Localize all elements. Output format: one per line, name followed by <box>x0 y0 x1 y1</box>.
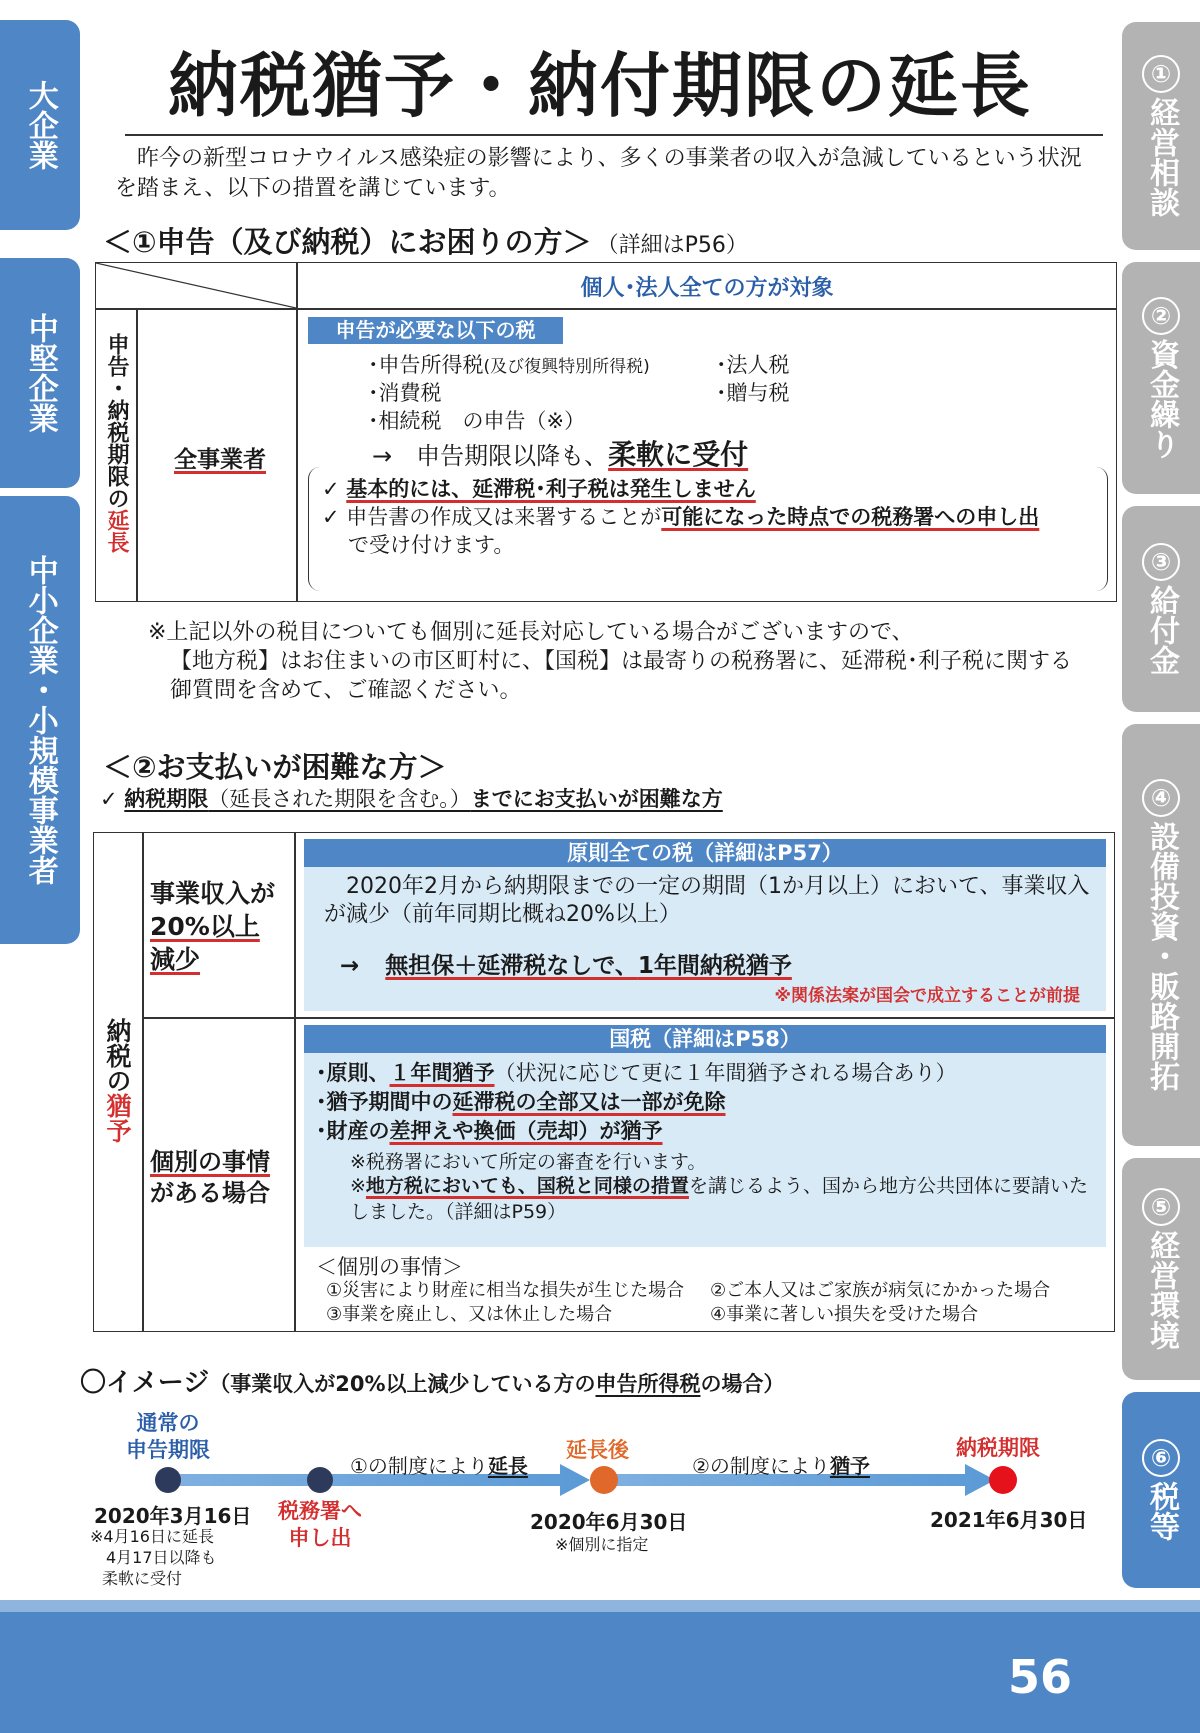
row2-item-lead: ･財産の <box>316 1119 390 1143</box>
row2-note2-mark: ※ <box>350 1175 366 1197</box>
section1-heading-row <box>103 220 748 261</box>
right-tab-label: 資金繰り <box>1144 339 1179 459</box>
row-label-extension <box>100 333 132 553</box>
arrow-text: → 申告期限以降も、 <box>372 442 609 470</box>
row2-item-emph: １年間猶予 <box>389 1061 495 1085</box>
row2-item-tail: （状況に応じて更に１年間猶予される場合あり） <box>494 1061 957 1085</box>
right-tab-investment[interactable] <box>1122 724 1200 1146</box>
row1-label-line: 事業収入が <box>150 879 276 908</box>
section2-heading: ＜②お支払いが困難な方＞ <box>103 750 447 784</box>
table-divider <box>294 833 296 1331</box>
footnote-line: 【地方税】はお住まいの市区町村に、【国税】は最寄りの税務署に、延滞税･利子税に関する <box>170 649 1073 674</box>
table-divider <box>136 308 138 601</box>
row1-note: ※関係法案が国会で成立することが前提 <box>774 986 1080 1006</box>
header-diagonal <box>96 263 296 308</box>
label-normal <box>100 1410 236 1464</box>
row2-item-lead: ･猶予期間中の <box>316 1090 453 1114</box>
label-normal-line: 申告期限 <box>126 1438 210 1462</box>
right-tab-num: ③ <box>1142 543 1180 581</box>
check-text: 納税期限 <box>124 787 209 811</box>
tax-item-label: ･申告所得税 <box>368 353 484 377</box>
footnote-line: 御質問を含めて、ご確認ください。 <box>170 678 522 703</box>
taxes-bar: 申告が必要な以下の税 <box>308 317 563 344</box>
label-after: 延長後 <box>566 1438 629 1462</box>
right-tab-label: 経営環境 <box>1144 1230 1179 1350</box>
right-tab-label: 経営相談 <box>1144 97 1179 217</box>
target-label: 全事業者 <box>174 447 266 473</box>
table-divider <box>96 308 1116 310</box>
row1-label-line: 減少 <box>150 945 201 974</box>
check-emph: 可能になった時点での税務署への申し出 <box>661 505 1040 529</box>
tax-office-label <box>270 1498 370 1552</box>
cases-heading: ＜個別の事情＞ <box>316 1255 463 1279</box>
table-divider <box>296 263 298 601</box>
segment-text: ①の制度により <box>350 1454 488 1478</box>
tax-office-line: 税務署へ <box>278 1499 362 1523</box>
row1-text: 2020年2月から納期限までの一定の期間（1か月以上）において、事業収入が減少（前年同期比概ね20%以上） <box>324 874 1090 927</box>
title-underline <box>125 134 1103 136</box>
row2-item-emph: 差押えや換価（売却）が猶予 <box>389 1119 663 1143</box>
arrow-icon: → <box>340 953 360 979</box>
check-icon: ✓ <box>100 787 125 811</box>
footnote-line: ※上記以外の税目についても個別に延長対応している場合がございますので、 <box>148 620 914 645</box>
case-item: ③事業を廃止し、又は休止した場合 <box>326 1304 613 1325</box>
left-tab-large[interactable]: 大企業 <box>0 20 80 230</box>
page-number: 56 <box>1007 1650 1072 1704</box>
row-label-grace <box>100 1018 134 1143</box>
date1-note: 4月17日以降も <box>106 1548 217 1567</box>
timeline-dot-deadline <box>989 1466 1017 1494</box>
row1-emph-line <box>340 947 792 980</box>
check-continuation: で受け付けます。 <box>348 533 515 557</box>
right-tab-label: 給付金 <box>1144 585 1179 675</box>
row2-item <box>316 1117 957 1146</box>
date-1: 2020年3月16日 <box>94 1504 252 1528</box>
row2-bar: 国税（詳細はP58） <box>304 1025 1106 1053</box>
row-label-text: 納税の <box>103 1018 132 1093</box>
footnote <box>148 618 1072 705</box>
right-tab-num: ⑥ <box>1142 1439 1180 1477</box>
row2-note1: ※税務署において所定の審査を行います。 <box>350 1151 707 1173</box>
row2-label-line: 個別の事情 <box>150 1148 270 1176</box>
row1-label <box>150 877 275 976</box>
left-tab-sme[interactable]: 中小企業・小規模事業者 <box>0 496 80 944</box>
check-icon: ✓ <box>322 477 347 501</box>
left-tab-midsize[interactable]: 中堅企業 <box>0 258 80 488</box>
right-tab-funding[interactable] <box>1122 262 1200 494</box>
right-tab-consult[interactable] <box>1122 22 1200 250</box>
right-tab-benefits[interactable] <box>1122 506 1200 712</box>
right-tab-num: ② <box>1142 297 1180 335</box>
right-tab-tax[interactable] <box>1122 1392 1200 1588</box>
image-heading-main: 〇イメージ <box>80 1368 210 1398</box>
label-deadline: 納税期限 <box>956 1436 1040 1460</box>
right-tab-environment[interactable] <box>1122 1158 1200 1380</box>
row2-item <box>316 1088 957 1117</box>
section2-check <box>100 783 723 813</box>
label-normal-line: 通常の <box>136 1411 200 1435</box>
row2-label <box>150 1147 270 1209</box>
tax-item <box>368 351 650 381</box>
image-heading-emph: 申告所得税 <box>595 1372 701 1396</box>
row-label-text: 申告・納税期限の <box>104 333 129 509</box>
page-title: 納税猶予・納付期限の延長 <box>168 45 1032 127</box>
date-3: 2021年6月30日 <box>930 1508 1088 1532</box>
check-item <box>322 475 756 503</box>
image-heading <box>80 1362 785 1399</box>
row2-label-line: がある場合 <box>150 1179 270 1207</box>
check-text: 基本的には、延滞税･利子税は発生しません <box>346 477 756 501</box>
table-divider <box>142 833 144 1331</box>
section1-table <box>95 262 1117 602</box>
row2-note2-emph: 地方税においても、国税と同様の措置 <box>365 1175 689 1197</box>
check-item <box>322 503 1102 531</box>
check-icon: ✓ <box>322 505 347 529</box>
row-label-emph: 猶予 <box>103 1093 132 1143</box>
timeline-dot-normal <box>155 1467 181 1493</box>
intro-text: 昨今の新型コロナウイルス感染症の影響により、多くの事業者の収入が急減しているという状況を踏まえ、以下の措置を講じています。 <box>115 146 1082 201</box>
segment-emph: 延長 <box>487 1454 528 1478</box>
image-heading-sub: の場合） <box>700 1372 785 1396</box>
date1-note: 柔軟に受付 <box>102 1569 183 1588</box>
row2-item <box>316 1059 957 1088</box>
tax-office-line: 申し出 <box>288 1526 352 1550</box>
timeline-dot-after <box>590 1466 618 1494</box>
right-tab-label: 税等 <box>1144 1481 1179 1541</box>
row-label-emph: 延長 <box>104 509 129 553</box>
case-item: ②ご本人又はご家族が病気にかかった場合 <box>710 1280 1051 1301</box>
segment-emph: 猶予 <box>829 1454 870 1478</box>
arrow-emph: 柔軟に受付 <box>608 438 749 471</box>
tax-item: ･法人税 <box>716 353 790 377</box>
row1-label-line: 20%以上 <box>150 912 260 941</box>
right-tab-num: ① <box>1142 55 1180 93</box>
tax-item-sub: (及び復興特別所得税) <box>483 357 650 377</box>
row2-note2-text: を講じるよう、国から地方公共団体に要請いたしました。（詳細はP59） <box>350 1175 1088 1223</box>
case-item: ①災害により財産に相当な損失が生じた場合 <box>326 1280 685 1301</box>
right-tab-label: 設備投資・販路開拓 <box>1144 821 1179 1091</box>
row1-emph: 無担保＋延滞税なしで、 <box>385 953 638 979</box>
check-text: 申告書の作成又は来署することが <box>346 505 662 529</box>
date-2: 2020年6月30日 <box>530 1510 688 1534</box>
date2-note: ※個別に指定 <box>555 1535 649 1554</box>
case-item: ④事業に著しい損失を受けた場合 <box>710 1304 979 1325</box>
segment-1-label <box>350 1450 528 1479</box>
row2-item-emph: 延滞税の全部又は一部が免除 <box>452 1090 726 1114</box>
section1-heading: ＜①申告（及び納税）にお困りの方＞ <box>103 225 592 259</box>
tax-item: ･相続税 の申告（※） <box>368 409 586 433</box>
image-heading-sub: （事業収入が20%以上減少している方の <box>209 1372 596 1396</box>
right-tab-num: ⑤ <box>1142 1188 1180 1226</box>
right-tab-num: ④ <box>1142 779 1180 817</box>
row2-item-lead: ･原則、 <box>316 1061 390 1085</box>
tax-item: ･消費税 <box>368 381 442 405</box>
section2-table <box>93 832 1115 1332</box>
date1-note: ※4月16日に延長 <box>90 1527 214 1546</box>
table-divider <box>142 1017 1114 1019</box>
header-cell: 個人･法人全ての方が対象 <box>580 276 834 301</box>
section1-note: （詳細はP56） <box>596 233 748 258</box>
check-text-sub: （延長された期限を含む。） <box>208 787 471 811</box>
row1-emph: 1年間納税猶予 <box>637 953 792 979</box>
segment-2-label <box>692 1450 870 1479</box>
row1-bar: 原則全ての税（詳細はP57） <box>304 839 1106 867</box>
row2-items <box>316 1059 957 1146</box>
date1-notes <box>90 1526 217 1589</box>
timeline-dot-office <box>307 1467 333 1493</box>
segment-text: ②の制度により <box>692 1454 830 1478</box>
check-text: までにお支払いが困難な方 <box>470 787 723 811</box>
tax-item: ･贈与税 <box>716 381 790 405</box>
row2-note2 <box>350 1173 1100 1225</box>
